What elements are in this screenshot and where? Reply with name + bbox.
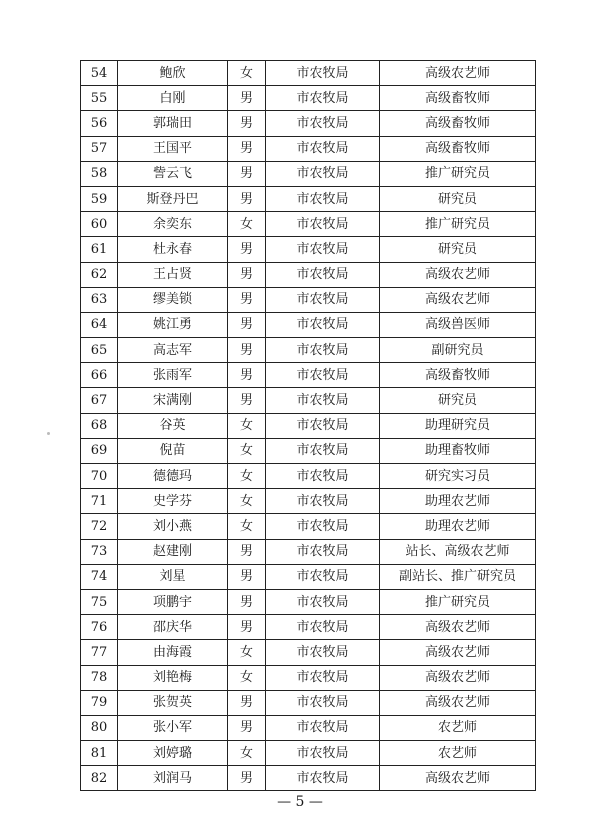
cell-unit: 市农牧局 xyxy=(266,640,380,665)
cell-number: 75 xyxy=(81,589,118,614)
cell-name: 郭瑞田 xyxy=(118,111,228,136)
cell-gender: 男 xyxy=(228,237,266,262)
cell-number: 76 xyxy=(81,615,118,640)
cell-number: 57 xyxy=(81,136,118,161)
cell-gender: 男 xyxy=(228,186,266,211)
table-row xyxy=(81,539,536,564)
cell-name: 鲍欣 xyxy=(118,61,228,86)
cell-unit: 市农牧局 xyxy=(266,237,380,262)
cell-unit: 市农牧局 xyxy=(266,665,380,690)
table-row xyxy=(81,640,536,665)
table-row xyxy=(81,338,536,363)
cell-number: 63 xyxy=(81,287,118,312)
cell-name: 赵建刚 xyxy=(118,539,228,564)
cell-gender: 男 xyxy=(228,287,266,312)
cell-name: 德德玛 xyxy=(118,464,228,489)
cell-title: 高级畜牧师 xyxy=(380,363,536,388)
table-row xyxy=(81,489,536,514)
table-row xyxy=(81,438,536,463)
cell-number: 68 xyxy=(81,413,118,438)
cell-name: 刘小燕 xyxy=(118,514,228,539)
cell-gender: 男 xyxy=(228,388,266,413)
cell-name: 史学芬 xyxy=(118,489,228,514)
cell-number: 62 xyxy=(81,262,118,287)
cell-number: 73 xyxy=(81,539,118,564)
table-row xyxy=(81,186,536,211)
cell-name: 白刚 xyxy=(118,86,228,111)
table-row xyxy=(81,287,536,312)
cell-name: 张小军 xyxy=(118,715,228,740)
table-row xyxy=(81,589,536,614)
table-row xyxy=(81,262,536,287)
cell-unit: 市农牧局 xyxy=(266,464,380,489)
cell-gender: 女 xyxy=(228,413,266,438)
cell-name: 倪苗 xyxy=(118,438,228,463)
cell-number: 56 xyxy=(81,111,118,136)
table-row xyxy=(81,111,536,136)
cell-unit: 市农牧局 xyxy=(266,262,380,287)
cell-gender: 男 xyxy=(228,86,266,111)
cell-number: 79 xyxy=(81,690,118,715)
cell-title: 推广研究员 xyxy=(380,161,536,186)
cell-number: 60 xyxy=(81,212,118,237)
cell-title: 助理农艺师 xyxy=(380,514,536,539)
cell-gender: 女 xyxy=(228,212,266,237)
cell-number: 74 xyxy=(81,564,118,589)
cell-title: 高级农艺师 xyxy=(380,690,536,715)
table-row xyxy=(81,766,536,791)
cell-unit: 市农牧局 xyxy=(266,690,380,715)
table-row xyxy=(81,86,536,111)
cell-number: 59 xyxy=(81,186,118,211)
cell-unit: 市农牧局 xyxy=(266,136,380,161)
cell-number: 64 xyxy=(81,312,118,337)
cell-title: 研究实习员 xyxy=(380,464,536,489)
cell-number: 69 xyxy=(81,438,118,463)
table-row xyxy=(81,741,536,766)
cell-gender: 男 xyxy=(228,615,266,640)
cell-name: 刘星 xyxy=(118,564,228,589)
cell-gender: 女 xyxy=(228,489,266,514)
cell-title: 高级农艺师 xyxy=(380,615,536,640)
cell-gender: 女 xyxy=(228,438,266,463)
cell-name: 王占贤 xyxy=(118,262,228,287)
cell-name: 邵庆华 xyxy=(118,615,228,640)
cell-name: 高志军 xyxy=(118,338,228,363)
cell-name: 刘润马 xyxy=(118,766,228,791)
cell-title: 高级畜牧师 xyxy=(380,86,536,111)
cell-unit: 市农牧局 xyxy=(266,539,380,564)
cell-number: 65 xyxy=(81,338,118,363)
table-row xyxy=(81,136,536,161)
cell-gender: 男 xyxy=(228,338,266,363)
cell-number: 70 xyxy=(81,464,118,489)
cell-number: 72 xyxy=(81,514,118,539)
cell-number: 55 xyxy=(81,86,118,111)
cell-gender: 男 xyxy=(228,564,266,589)
cell-number: 81 xyxy=(81,741,118,766)
cell-unit: 市农牧局 xyxy=(266,715,380,740)
cell-gender: 男 xyxy=(228,161,266,186)
table-body xyxy=(81,61,536,791)
cell-gender: 女 xyxy=(228,61,266,86)
cell-name: 项鹏宇 xyxy=(118,589,228,614)
table-row xyxy=(81,212,536,237)
table-row xyxy=(81,388,536,413)
cell-unit: 市农牧局 xyxy=(266,161,380,186)
cell-gender: 男 xyxy=(228,766,266,791)
cell-gender: 男 xyxy=(228,262,266,287)
cell-unit: 市农牧局 xyxy=(266,312,380,337)
cell-title: 推广研究员 xyxy=(380,589,536,614)
cell-gender: 女 xyxy=(228,741,266,766)
cell-gender: 女 xyxy=(228,464,266,489)
cell-unit: 市农牧局 xyxy=(266,338,380,363)
table-row xyxy=(81,514,536,539)
cell-title: 高级农艺师 xyxy=(380,287,536,312)
page-number: — 5 — xyxy=(277,794,323,810)
cell-gender: 男 xyxy=(228,589,266,614)
cell-unit: 市农牧局 xyxy=(266,212,380,237)
cell-unit: 市农牧局 xyxy=(266,413,380,438)
cell-unit: 市农牧局 xyxy=(266,186,380,211)
cell-gender: 男 xyxy=(228,363,266,388)
cell-title: 高级农艺师 xyxy=(380,262,536,287)
cell-gender: 男 xyxy=(228,111,266,136)
cell-name: 谷英 xyxy=(118,413,228,438)
cell-unit: 市农牧局 xyxy=(266,514,380,539)
cell-name: 杜永春 xyxy=(118,237,228,262)
table-row xyxy=(81,161,536,186)
table-row xyxy=(81,312,536,337)
cell-title: 高级畜牧师 xyxy=(380,136,536,161)
cell-title: 农艺师 xyxy=(380,741,536,766)
table-row xyxy=(81,564,536,589)
table-row xyxy=(81,615,536,640)
cell-name: 姚江勇 xyxy=(118,312,228,337)
cell-gender: 男 xyxy=(228,715,266,740)
cell-name: 缪美锁 xyxy=(118,287,228,312)
cell-number: 82 xyxy=(81,766,118,791)
cell-name: 斯登丹巴 xyxy=(118,186,228,211)
cell-unit: 市农牧局 xyxy=(266,766,380,791)
table-row xyxy=(81,363,536,388)
cell-title: 助理研究员 xyxy=(380,413,536,438)
cell-title: 副站长、推广研究员 xyxy=(380,564,536,589)
cell-gender: 女 xyxy=(228,640,266,665)
table-row xyxy=(81,715,536,740)
cell-number: 78 xyxy=(81,665,118,690)
cell-number: 58 xyxy=(81,161,118,186)
cell-name: 刘婷璐 xyxy=(118,741,228,766)
cell-title: 研究员 xyxy=(380,186,536,211)
cell-gender: 女 xyxy=(228,514,266,539)
cell-unit: 市农牧局 xyxy=(266,489,380,514)
cell-unit: 市农牧局 xyxy=(266,615,380,640)
cell-unit: 市农牧局 xyxy=(266,388,380,413)
cell-unit: 市农牧局 xyxy=(266,287,380,312)
table-row xyxy=(81,690,536,715)
cell-name: 宋满刚 xyxy=(118,388,228,413)
cell-title: 高级畜牧师 xyxy=(380,111,536,136)
cell-title: 高级农艺师 xyxy=(380,665,536,690)
cell-number: 77 xyxy=(81,640,118,665)
cell-gender: 男 xyxy=(228,136,266,161)
cell-unit: 市农牧局 xyxy=(266,741,380,766)
cell-title: 高级农艺师 xyxy=(380,766,536,791)
cell-name: 由海霞 xyxy=(118,640,228,665)
cell-title: 助理畜牧师 xyxy=(380,438,536,463)
cell-unit: 市农牧局 xyxy=(266,61,380,86)
cell-name: 刘艳梅 xyxy=(118,665,228,690)
cell-unit: 市农牧局 xyxy=(266,564,380,589)
cell-unit: 市农牧局 xyxy=(266,589,380,614)
cell-unit: 市农牧局 xyxy=(266,86,380,111)
cell-title: 高级农艺师 xyxy=(380,640,536,665)
cell-number: 80 xyxy=(81,715,118,740)
cell-unit: 市农牧局 xyxy=(266,438,380,463)
cell-name: 张雨军 xyxy=(118,363,228,388)
cell-title: 站长、高级农艺师 xyxy=(380,539,536,564)
table-row xyxy=(81,464,536,489)
table-row xyxy=(81,61,536,86)
cell-number: 67 xyxy=(81,388,118,413)
cell-title: 助理农艺师 xyxy=(380,489,536,514)
cell-title: 农艺师 xyxy=(380,715,536,740)
table-row xyxy=(81,237,536,262)
table-row xyxy=(81,413,536,438)
cell-title: 研究员 xyxy=(380,388,536,413)
cell-name: 张贺英 xyxy=(118,690,228,715)
cell-title: 高级农艺师 xyxy=(380,61,536,86)
cell-number: 66 xyxy=(81,363,118,388)
cell-number: 71 xyxy=(81,489,118,514)
cell-number: 54 xyxy=(81,61,118,86)
cell-title: 副研究员 xyxy=(380,338,536,363)
cell-gender: 男 xyxy=(228,690,266,715)
cell-gender: 男 xyxy=(228,539,266,564)
cell-title: 高级兽医师 xyxy=(380,312,536,337)
cell-name: 訾云飞 xyxy=(118,161,228,186)
table-row xyxy=(81,665,536,690)
cell-number: 61 xyxy=(81,237,118,262)
cell-name: 王国平 xyxy=(118,136,228,161)
cell-unit: 市农牧局 xyxy=(266,363,380,388)
cell-title: 推广研究员 xyxy=(380,212,536,237)
personnel-table xyxy=(80,60,536,791)
cell-name: 余奕东 xyxy=(118,212,228,237)
scan-dot xyxy=(47,432,50,435)
cell-gender: 男 xyxy=(228,312,266,337)
cell-title: 研究员 xyxy=(380,237,536,262)
cell-unit: 市农牧局 xyxy=(266,111,380,136)
cell-gender: 女 xyxy=(228,665,266,690)
